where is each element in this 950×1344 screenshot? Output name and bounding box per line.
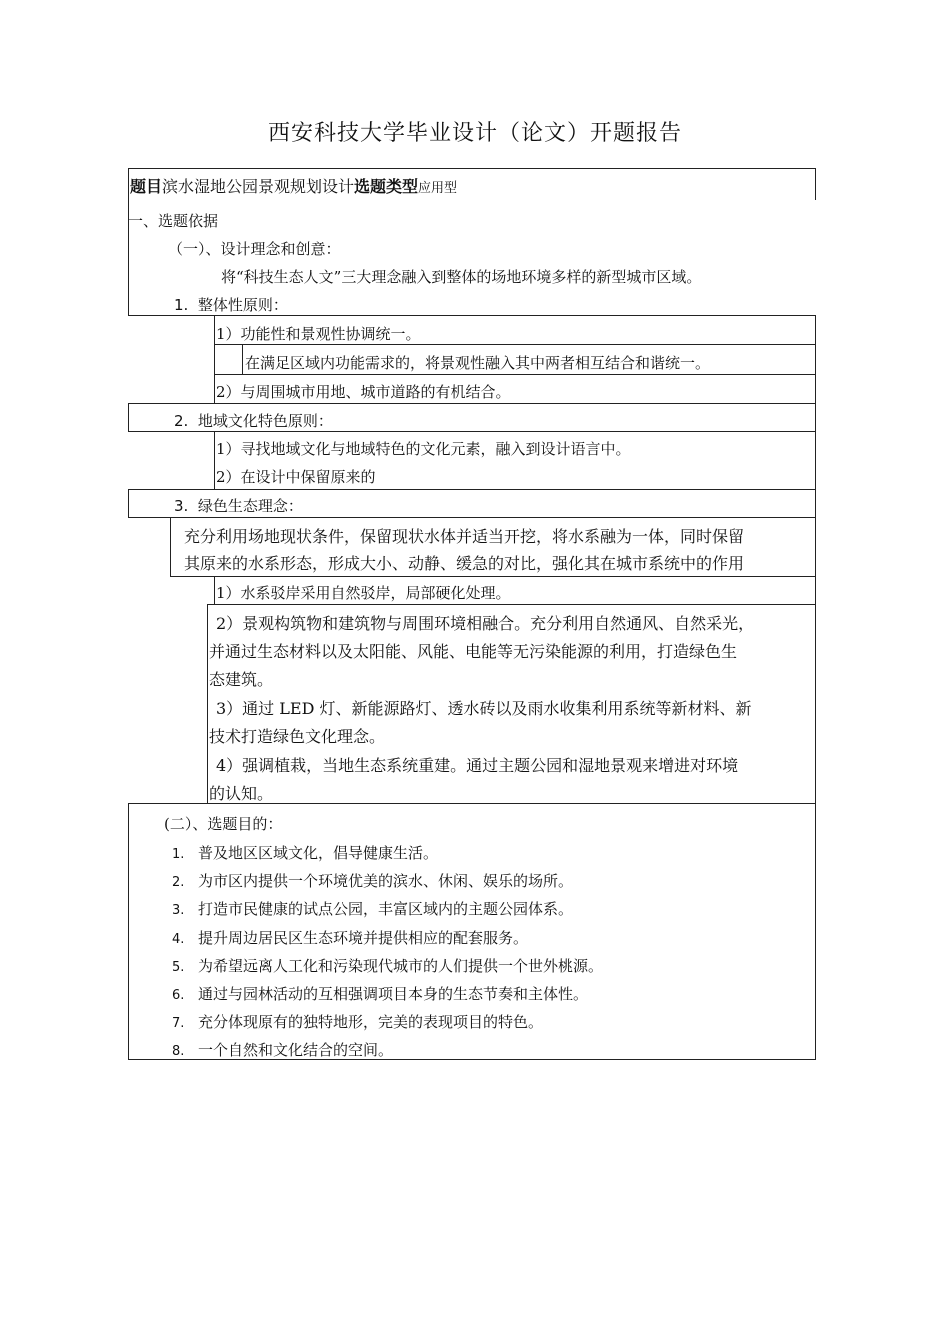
list-item-text: 为市区内提供一个环境优美的滨水、休闲、娱乐的场所。 (198, 872, 574, 891)
inner-left-p2 (214, 431, 215, 489)
left-border-p2 (128, 403, 129, 431)
right-border-p3 (815, 489, 816, 804)
right-border-section2 (815, 803, 816, 1060)
divider-p2-title (128, 431, 816, 432)
list-item-number: 2. (172, 875, 185, 891)
list-item-number: 6. (172, 988, 185, 1003)
list-item-text: 一个自然和文化结合的空间。 (198, 1041, 394, 1060)
principle-3-item-3-line-1: 3）通过 LED 灯、新能源路灯、透水砖以及雨水收集利用系统等新材料、新 (216, 699, 752, 718)
divider-p3 (128, 489, 816, 490)
inner-left-p3-para (170, 517, 171, 577)
concept-paragraph: 将“科技生态人文”三大理念融入到整体的场地环境多样的新型城市区域。 (221, 268, 702, 286)
list-item (172, 1039, 393, 1060)
list-item-text: 打造市民健康的试点公园，丰富区域内的主题公园体系。 (198, 900, 574, 919)
principle-1-heading (174, 294, 288, 315)
principle-3-item-4-line-1: 4）强调植栽，当地生态系统重建。通过主题公园和湿地景观来增进对环境 (216, 756, 739, 775)
table-top-border (128, 168, 816, 169)
list-item-text: 为希望远离人工化和污染现代城市的人们提供一个世外桃源。 (198, 956, 604, 975)
list-item (172, 1011, 543, 1032)
right-border-p1 (815, 315, 816, 403)
principle-2-num: 2. (174, 412, 189, 430)
principle-2-heading (174, 410, 333, 431)
principle-1-item-1-detail: 在满足区域内功能需求的，将景观性融入其中两者相互结合和谐统一。 (245, 354, 711, 372)
list-item-number: 4. (172, 931, 185, 947)
list-item (172, 898, 573, 919)
principle-2-item-2: 2）在设计中保留原来的 (216, 468, 376, 486)
divider-p3-title (128, 517, 816, 518)
principle-3-item-2-line-2: 并通过生态材料以及太阳能、风能、电能等无污染能源的利用，打造绿色生 (209, 642, 738, 661)
principle-3-item-2-line-3: 态建筑。 (209, 670, 274, 689)
list-item-text: 充分体现原有的独特地形，完美的表现项目的特色。 (198, 1013, 544, 1032)
type-label: 选题类型 (354, 177, 419, 196)
list-item-number: 5. (172, 959, 185, 975)
left-border-p3 (128, 489, 129, 517)
topic-label: 题目 (130, 177, 163, 196)
table-right-border-top (815, 168, 816, 200)
inner-left-p3-i1 (214, 576, 215, 604)
principle-3-item-2-line-1: 2）景观构筑物和建筑物与周围环境相融合。充分利用自然通风、自然采光， (216, 614, 755, 633)
principle-3-title: 绿色生态理念： (197, 497, 303, 515)
right-border-p2 (815, 403, 816, 491)
principle-3-paragraph-line-1: 充分利用场地现状条件，保留现状水体并适当开挖，将水系融为一体，同时保留 (184, 527, 745, 546)
section2-heading: (二）、选题目的： (164, 815, 283, 833)
list-item-number: 1. (172, 847, 185, 862)
principle-3-item-1: 1）水系驳岸采用自然驳岸，局部硬化处理。 (216, 584, 511, 602)
inner-left-p1 (214, 315, 215, 403)
list-item-number: 7. (172, 1016, 185, 1032)
principle-2-title: 地域文化特色原则： (197, 412, 333, 430)
list-item-number: 3. (172, 903, 185, 919)
divider-p2 (128, 403, 816, 404)
principle-3-heading (174, 495, 303, 516)
list-item (172, 842, 438, 863)
topic-value: 滨水湿地公园景观规划设计 (162, 177, 355, 196)
principle-2-item-1: 1）寻找地域文化与地域特色的文化元素，融入到设计语言中。 (216, 440, 631, 458)
divider-p1 (128, 315, 816, 316)
list-item-text: 普及地区区域文化，倡导健康生活。 (198, 844, 439, 862)
type-value: 应用型 (418, 181, 458, 196)
principle-3-paragraph-line-2: 其原来的水系形态，形成大小、动静、缓急的对比，强化其在城市系统中的作用 (184, 554, 745, 573)
section1-heading: 一、选题依据 (128, 212, 219, 230)
divider-p3-i1 (207, 604, 816, 605)
page-title: 西安科技大学毕业设计（论文）开题报告 (267, 121, 682, 146)
principle-3-item-3-line-2: 技术打造绿色文化理念。 (209, 727, 386, 746)
principle-1-title: 整体性原则： (197, 296, 288, 314)
principle-1-item-1: 1）功能性和景观性协调统一。 (216, 325, 421, 343)
header-row (130, 174, 457, 197)
list-item (172, 870, 573, 891)
left-border-section2 (128, 803, 129, 1060)
principle-3-num: 3. (174, 497, 189, 515)
list-item-number: 8. (172, 1044, 185, 1060)
list-item (172, 983, 588, 1004)
list-item-text: 通过与园林活动的互相强调项目本身的生态节奏和主体性。 (198, 985, 589, 1003)
subsection-concept-heading: （一）、设计理念和创意： (168, 240, 341, 258)
list-item (172, 927, 528, 948)
list-item (172, 955, 603, 976)
divider-p1-detail (214, 374, 816, 375)
divider-p3-para (170, 576, 816, 577)
inner-left-p1-detail (242, 344, 243, 374)
divider-p1-i1 (214, 344, 816, 345)
principle-1-num: 1. (174, 296, 189, 314)
table-left-border-top (128, 168, 129, 315)
principle-3-item-4-line-2: 的认知。 (209, 784, 274, 803)
inner-left-p3-rest (207, 604, 208, 804)
list-item-text: 提升周边居民区生态环境并提供相应的配套服务。 (198, 928, 529, 947)
principle-1-item-2: 2）与周围城市用地、城市道路的有机结合。 (216, 383, 511, 401)
